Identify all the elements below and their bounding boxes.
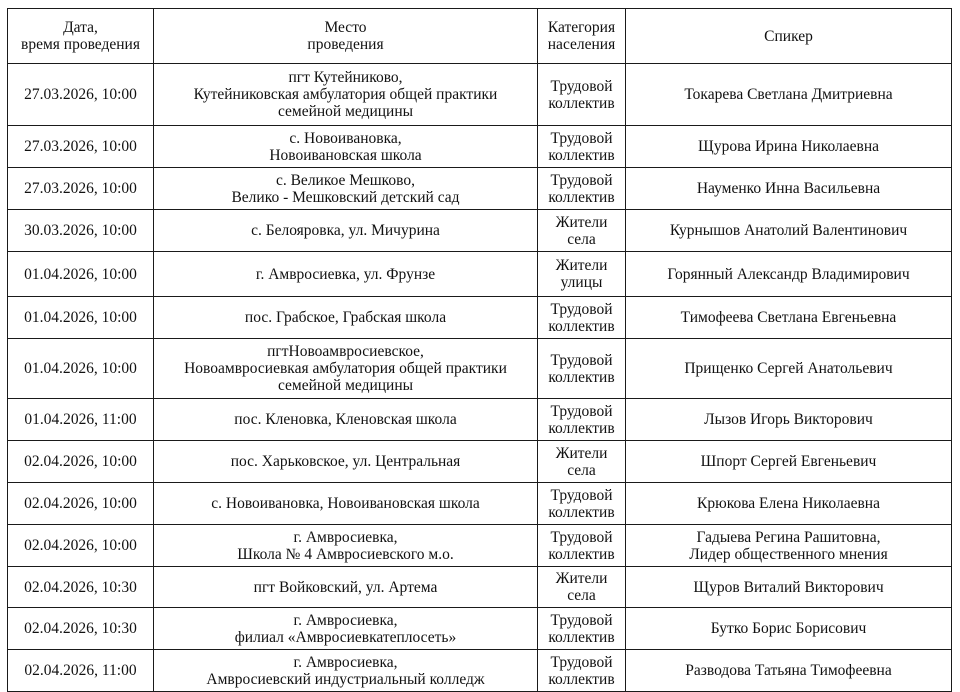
- table-row: [8, 210, 952, 252]
- table-row: [8, 339, 952, 399]
- cell-date: 01.04.2026, 10:00: [8, 339, 154, 399]
- speaker-line: Курнышов Анатолий Валентинович: [669, 222, 908, 239]
- place-line: пос. Харьковское, ул. Центральная: [230, 453, 461, 470]
- cell-speaker: [626, 252, 952, 297]
- table-row: [8, 441, 952, 483]
- header-speaker-line: Спикер: [764, 27, 813, 45]
- speaker-line: Шпорт Сергей Евгеньевич: [700, 453, 877, 470]
- table-body: [8, 64, 952, 692]
- cell-date: 02.04.2026, 10:00: [8, 441, 154, 483]
- cell-date: 01.04.2026, 10:00: [8, 297, 154, 339]
- category-line: Жители: [555, 213, 608, 231]
- cell-speaker: [626, 399, 952, 441]
- table-header-row: [8, 9, 952, 64]
- place-line: пгт Войковский, ул. Артема: [253, 578, 438, 596]
- cell-place: [154, 525, 538, 567]
- table-row: [8, 608, 952, 650]
- cell-place: [154, 483, 538, 525]
- cell-speaker: [626, 64, 952, 126]
- category-line: коллектив: [548, 368, 615, 386]
- category-line: села: [567, 230, 596, 248]
- table-row: [8, 650, 952, 692]
- header-place-line: Место: [324, 19, 367, 36]
- place-line: с. Новоивановка, Новоивановская школа: [211, 495, 480, 512]
- category-line: Трудовой: [550, 611, 613, 629]
- cell-date: 01.04.2026, 10:00: [8, 252, 154, 297]
- place-line: г. Амвросиевка, ул. Фрунзе: [255, 265, 436, 283]
- cell-category: [538, 252, 626, 297]
- cell-date: 02.04.2026, 10:30: [8, 608, 154, 650]
- cell-category: [538, 210, 626, 252]
- speaker-line: Лидер общественного мнения: [689, 545, 888, 563]
- header-category-line: населения: [547, 36, 616, 53]
- cell-date: 02.04.2026, 10:00: [8, 483, 154, 525]
- cell-category: [538, 608, 626, 650]
- category-line: Трудовой: [550, 77, 613, 95]
- table-row: [8, 64, 952, 126]
- cell-category: [538, 168, 626, 210]
- category-line: коллектив: [548, 419, 615, 437]
- place-line: Новоивановская школа: [269, 146, 422, 164]
- place-line: пгтНовоамвросиевское,: [267, 343, 424, 360]
- category-line: Трудовой: [550, 351, 613, 369]
- cell-speaker: [626, 339, 952, 399]
- category-line: коллектив: [548, 503, 615, 521]
- place-line: филиал «Амвросиевкатеплосеть»: [234, 628, 457, 646]
- category-line: Трудовой: [550, 402, 613, 420]
- speaker-line: Щурова Ирина Николаевна: [698, 138, 879, 155]
- cell-date: 01.04.2026, 11:00: [8, 399, 154, 441]
- header-place: [154, 9, 538, 64]
- cell-place: [154, 64, 538, 126]
- place-line: г. Амвросиевка,: [293, 611, 398, 629]
- place-line: Велико - Мешковский детский сад: [231, 188, 460, 206]
- cell-category: [538, 483, 626, 525]
- speaker-line: Разводова Татьяна Тимофеевна: [685, 662, 892, 679]
- place-line: с. Белояровка, ул. Мичурина: [251, 222, 440, 239]
- cell-speaker: [626, 168, 952, 210]
- speaker-line: Лызов Игорь Викторович: [704, 411, 873, 428]
- cell-category: [538, 525, 626, 567]
- place-line: Новоамвросиевкая амбулатория общей практики: [184, 360, 507, 377]
- cell-place: [154, 297, 538, 339]
- category-line: Жители: [555, 257, 608, 274]
- cell-date: 27.03.2026, 10:00: [8, 126, 154, 168]
- cell-place: [154, 650, 538, 692]
- cell-category: [538, 339, 626, 399]
- cell-place: [154, 252, 538, 297]
- speaker-line: Тимофеева Светлана Евгеньевна: [680, 309, 897, 326]
- cell-speaker: [626, 567, 952, 608]
- table-row: [8, 126, 952, 168]
- cell-place: [154, 339, 538, 399]
- cell-date: 02.04.2026, 10:30: [8, 567, 154, 608]
- speaker-line: Щуров Виталий Викторович: [693, 578, 884, 596]
- category-line: Трудовой: [550, 129, 613, 147]
- category-line: коллектив: [548, 317, 615, 335]
- table-row: [8, 567, 952, 608]
- cell-place: [154, 168, 538, 210]
- cell-category: [538, 441, 626, 483]
- schedule-table: [7, 8, 952, 692]
- place-line: г. Амвросиевка,: [293, 528, 398, 546]
- cell-speaker: [626, 126, 952, 168]
- category-line: коллектив: [548, 545, 615, 563]
- speaker-line: Прищенко Сергей Анатольевич: [684, 360, 893, 377]
- category-line: Трудовой: [550, 171, 613, 189]
- speaker-line: Токарева Светлана Дмитриевна: [684, 86, 893, 103]
- table-row: [8, 168, 952, 210]
- place-line: пос. Грабское, Грабская школа: [244, 309, 447, 326]
- cell-date: 02.04.2026, 10:00: [8, 525, 154, 567]
- place-line: с. Великое Мешково,: [275, 171, 416, 189]
- cell-date: 02.04.2026, 11:00: [8, 650, 154, 692]
- category-line: коллектив: [548, 188, 615, 206]
- header-date: [8, 9, 154, 64]
- category-line: коллектив: [548, 670, 615, 688]
- cell-speaker: [626, 650, 952, 692]
- table-row: [8, 399, 952, 441]
- header-date-line: Дата,: [63, 19, 98, 36]
- category-line: коллектив: [548, 94, 615, 112]
- cell-speaker: [626, 483, 952, 525]
- speaker-line: Науменко Инна Васильевна: [696, 180, 881, 197]
- header-category-line: Категория: [547, 19, 616, 36]
- cell-place: [154, 567, 538, 608]
- speaker-line: Бутко Борис Борисович: [710, 620, 867, 637]
- speaker-line: Горянный Александр Владимирович: [667, 265, 910, 283]
- place-line: с. Новоивановка,: [289, 129, 402, 147]
- header-category: [538, 9, 626, 64]
- header-speaker: [626, 9, 952, 64]
- cell-speaker: [626, 210, 952, 252]
- category-line: Трудовой: [550, 300, 613, 318]
- category-line: Жители: [555, 444, 608, 462]
- cell-category: [538, 399, 626, 441]
- place-line: Амвросиевский индустриальный колледж: [206, 670, 485, 688]
- cell-place: [154, 441, 538, 483]
- speaker-line: Гадыева Регина Рашитовна,: [696, 528, 881, 546]
- cell-place: [154, 608, 538, 650]
- cell-category: [538, 567, 626, 608]
- place-line: пгт Кутейниково,: [288, 69, 403, 86]
- category-line: коллектив: [548, 146, 615, 164]
- cell-date: 27.03.2026, 10:00: [8, 64, 154, 126]
- cell-place: [154, 399, 538, 441]
- place-line: семейной медицины: [277, 103, 414, 120]
- cell-speaker: [626, 297, 952, 339]
- category-line: Трудовой: [550, 653, 613, 671]
- cell-speaker: [626, 608, 952, 650]
- cell-speaker: [626, 441, 952, 483]
- cell-date: 30.03.2026, 10:00: [8, 210, 154, 252]
- cell-category: [538, 297, 626, 339]
- table-row: [8, 252, 952, 297]
- category-line: села: [567, 587, 596, 604]
- place-line: г. Амвросиевка,: [293, 653, 398, 671]
- header-date-line: время проведения: [21, 36, 140, 53]
- cell-category: [538, 650, 626, 692]
- category-line: Жители: [555, 570, 608, 587]
- place-line: Кутейниковская амбулатория общей практики: [193, 86, 498, 103]
- cell-category: [538, 126, 626, 168]
- place-line: пос. Кленовка, Кленовская школа: [234, 411, 457, 428]
- table-row: [8, 483, 952, 525]
- category-line: коллектив: [548, 628, 615, 646]
- cell-date: 27.03.2026, 10:00: [8, 168, 154, 210]
- cell-place: [154, 126, 538, 168]
- table-row: [8, 297, 952, 339]
- cell-category: [538, 64, 626, 126]
- category-line: села: [567, 461, 596, 479]
- table-row: [8, 525, 952, 567]
- category-line: Трудовой: [550, 486, 613, 504]
- header-place-line: проведения: [307, 36, 384, 53]
- cell-place: [154, 210, 538, 252]
- place-line: семейной медицины: [277, 377, 414, 394]
- place-line: Школа № 4 Амвросиевского м.о.: [237, 545, 454, 563]
- speaker-line: Крюкова Елена Николаевна: [697, 495, 880, 512]
- category-line: улицы: [560, 274, 603, 291]
- category-line: Трудовой: [550, 528, 613, 546]
- cell-speaker: [626, 525, 952, 567]
